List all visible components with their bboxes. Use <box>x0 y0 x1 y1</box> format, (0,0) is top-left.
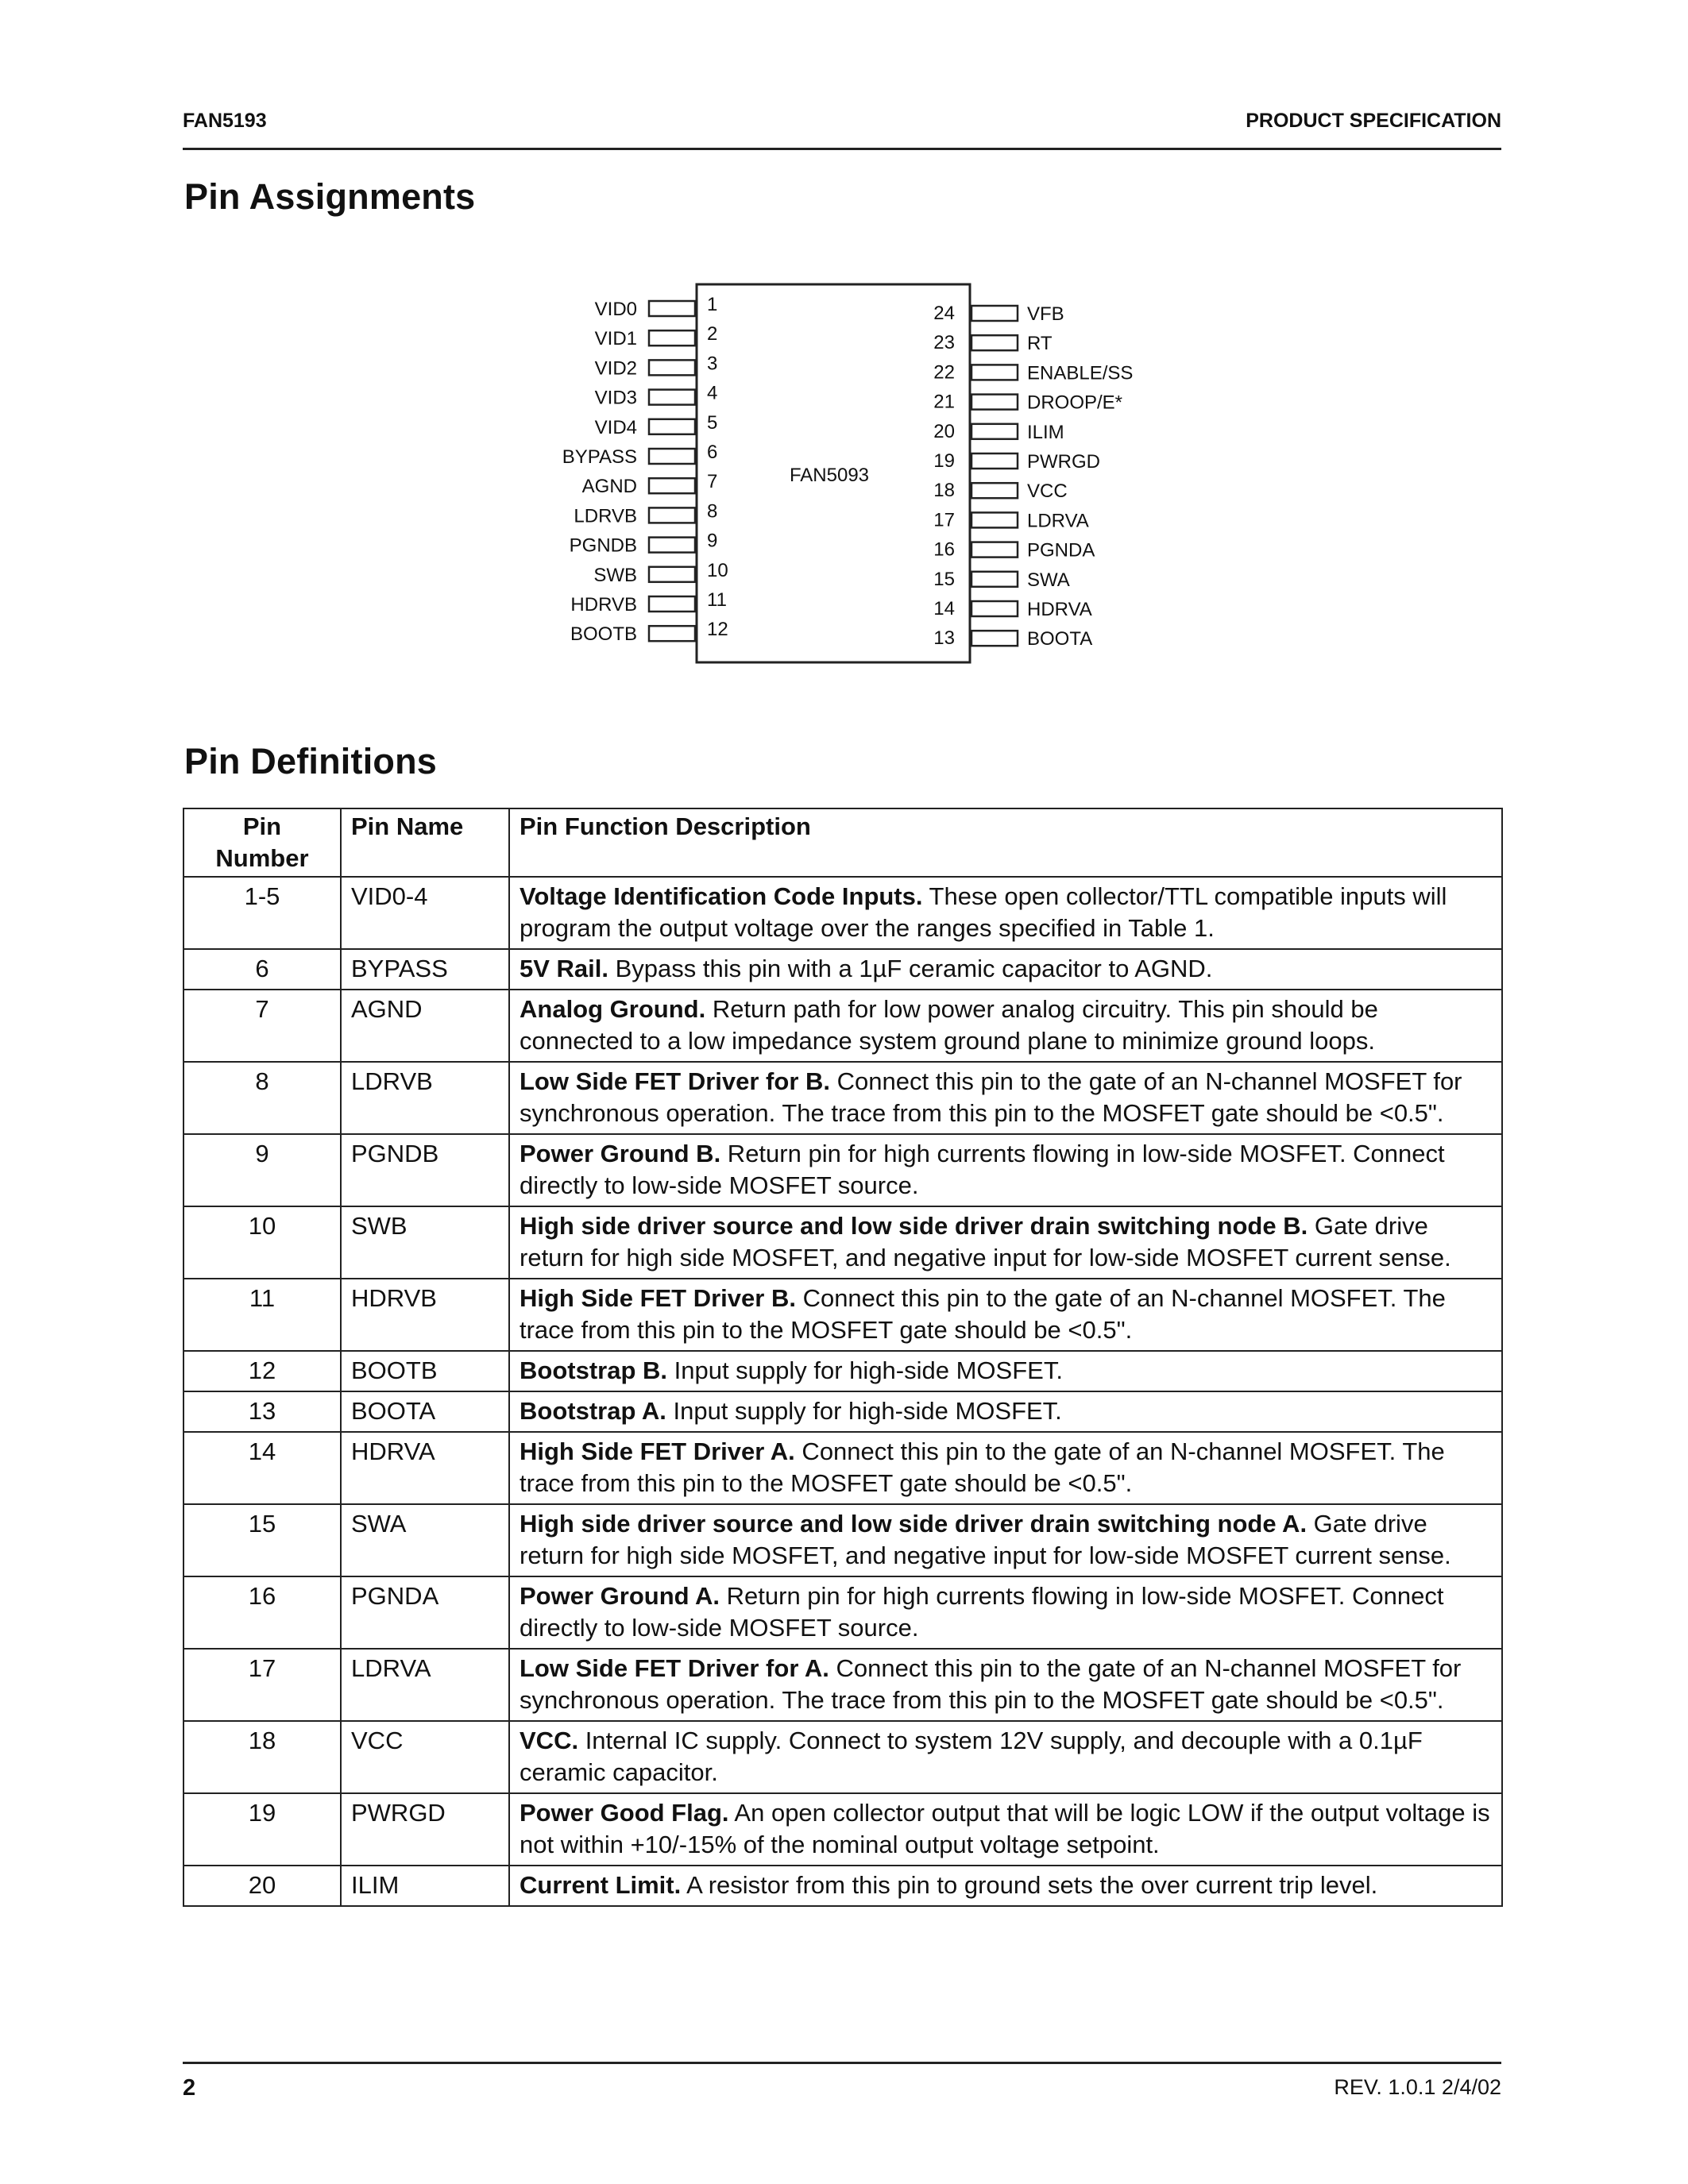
pin-name-cell: SWA <box>341 1504 509 1576</box>
pin-number-label: 8 <box>707 500 718 523</box>
pin-number-label: 24 <box>933 303 955 324</box>
function-title: Power Ground B. <box>520 1140 721 1167</box>
table-row <box>183 949 1502 990</box>
pin-function-cell <box>509 877 1502 949</box>
pin-function-cell <box>509 1279 1502 1351</box>
table-row <box>183 1649 1502 1721</box>
pin-lead <box>649 330 695 345</box>
pin-lead <box>649 360 695 375</box>
right-pin-group <box>933 303 1133 650</box>
pin-function-cell <box>509 1351 1502 1391</box>
pin-name-label: VID1 <box>594 328 637 350</box>
table-row <box>183 1576 1502 1649</box>
table-row <box>183 1391 1502 1432</box>
pin-name-label: HDRVB <box>570 594 637 615</box>
function-title: High side driver source and low side driver drain switching node B. <box>520 1212 1308 1240</box>
function-text: Gate drive return for high side MOSFET, and negative input for low-side MOSFET current sense. <box>520 1510 1451 1569</box>
pin-name-label: HDRVA <box>1027 599 1092 620</box>
pin-number-cell: 1-5 <box>183 877 341 949</box>
pin-number-label: 21 <box>933 391 955 413</box>
page-footer <box>183 2075 1501 2107</box>
pin-lead <box>649 419 695 434</box>
pin-name-cell: LDRVB <box>341 1062 509 1134</box>
pin-number-label: 22 <box>933 361 955 384</box>
pin-function-cell <box>509 1504 1502 1576</box>
section-title-pin-definitions: Pin Definitions <box>184 741 437 781</box>
pin-number-cell: 7 <box>183 990 341 1062</box>
pin-function-cell <box>509 1206 1502 1279</box>
table-row <box>183 1134 1502 1206</box>
pin-number-label: 23 <box>933 332 955 354</box>
table-row <box>183 877 1502 949</box>
pin-number-label: 2 <box>707 323 718 345</box>
function-text: Connect this pin to the gate of an N-channel MOSFET. The trace from this pin to the MOSFET gate should be <0.5". <box>520 1437 1445 1497</box>
function-text: Return pin for high currents flowing in low-side MOSFET. Connect directly to low-side MOSFET source. <box>520 1582 1444 1642</box>
pin-number-cell: 17 <box>183 1649 341 1721</box>
pin-name-label: VID2 <box>594 357 637 380</box>
pin-lead <box>649 449 695 464</box>
pin-function-cell <box>509 1721 1502 1793</box>
pin-number-cell: 9 <box>183 1134 341 1206</box>
function-title: Voltage Identification Code Inputs. <box>520 882 923 910</box>
header-pin-function: Pin Function Description <box>509 808 1502 877</box>
pin-name-cell: SWB <box>341 1206 509 1279</box>
function-text: These open collector/TTL compatible inputs will program the output voltage over the ranges specified in Table 1. <box>520 882 1447 942</box>
pin-lead <box>971 395 1018 410</box>
pin-lead <box>971 365 1018 380</box>
pin-lead <box>971 631 1018 646</box>
pin-number-cell: 13 <box>183 1391 341 1432</box>
pin-lead <box>649 567 695 582</box>
document-type: PRODUCT SPECIFICATION <box>1246 110 1501 132</box>
pin-number-label: 9 <box>707 530 718 552</box>
table-row <box>183 1279 1502 1351</box>
function-title: 5V Rail. <box>520 955 608 982</box>
pin-name-label: RT <box>1027 333 1053 355</box>
pin-name-label: BOOTB <box>570 623 637 646</box>
table-row <box>183 1866 1502 1906</box>
pin-name-cell: BYPASS <box>341 949 509 990</box>
pin-name-cell: PGNDA <box>341 1576 509 1649</box>
pin-number-cell: 18 <box>183 1721 341 1793</box>
function-text: A resistor from this pin to ground sets the over current trip level. <box>681 1871 1378 1899</box>
pin-name-cell: BOOTA <box>341 1391 509 1432</box>
function-title: Low Side FET Driver for B. <box>520 1067 830 1095</box>
pin-name-label: VID0 <box>594 299 637 320</box>
function-title: High side driver source and low side driver drain switching node A. <box>520 1510 1308 1538</box>
function-text: Internal IC supply. Connect to system 12V supply, and decouple with a 0.1µF ceramic capacitor. <box>520 1727 1423 1786</box>
pin-number-cell: 15 <box>183 1504 341 1576</box>
pin-name-label: DROOP/E* <box>1027 392 1123 414</box>
pin-lead <box>971 424 1018 439</box>
function-title: Bootstrap A. <box>520 1397 666 1425</box>
table-row <box>183 1432 1502 1504</box>
pin-lead <box>971 453 1018 469</box>
pin-name-label: PGNDB <box>569 534 637 557</box>
table-header-row <box>183 808 1502 877</box>
pin-function-cell <box>509 1432 1502 1504</box>
pin-number-label: 3 <box>707 353 718 375</box>
header-pin-name: Pin Name <box>341 808 509 877</box>
chip-label: FAN5093 <box>789 465 870 486</box>
function-text: Connect this pin to the gate of an N-channel MOSFET for synchronous operation. The trace from this pin to the MOSFET gate should be <0.5". <box>520 1067 1462 1127</box>
pin-number-cell: 12 <box>183 1351 341 1391</box>
pin-function-cell <box>509 1866 1502 1906</box>
pin-number-label: 6 <box>707 442 718 463</box>
pin-name-label: PGNDA <box>1027 539 1095 561</box>
pin-number-cell: 20 <box>183 1866 341 1906</box>
table-row <box>183 990 1502 1062</box>
pin-number-cell: 19 <box>183 1793 341 1866</box>
function-text: Connect this pin to the gate of an N-channel MOSFET for synchronous operation. The trace from this pin to the MOSFET gate should be <0.5". <box>520 1654 1462 1714</box>
function-title: VCC. <box>520 1727 579 1754</box>
pin-name-label: VID4 <box>594 416 637 438</box>
pin-lead <box>971 572 1018 587</box>
pin-number-cell: 10 <box>183 1206 341 1279</box>
pin-lead <box>971 335 1018 350</box>
pin-function-cell <box>509 1576 1502 1649</box>
function-text: Gate drive return for high side MOSFET, and negative input for low-side MOSFET current sense. <box>520 1212 1451 1271</box>
pin-name-cell: ILIM <box>341 1866 509 1906</box>
pin-number-label: 5 <box>707 411 718 434</box>
pin-number-cell: 11 <box>183 1279 341 1351</box>
pin-name-cell: LDRVA <box>341 1649 509 1721</box>
pin-number-label: 12 <box>707 619 728 641</box>
table-row <box>183 1793 1502 1866</box>
function-title: Analog Ground. <box>520 995 706 1023</box>
footer-rule <box>183 2062 1501 2064</box>
pin-name-cell: PGNDB <box>341 1134 509 1206</box>
pin-number-label: 10 <box>707 559 728 581</box>
function-text: Return path for low power analog circuitry. This pin should be connected to a low impedance system ground plane to minimize ground loops. <box>520 995 1378 1055</box>
pin-function-cell <box>509 1649 1502 1721</box>
function-text: An open collector output that will be logic LOW if the output voltage is not within +10/-15% of the nominal output voltage setpoint. <box>520 1799 1490 1858</box>
pin-name-cell: BOOTB <box>341 1351 509 1391</box>
pin-name-label: SWA <box>1027 569 1070 591</box>
pin-name-label: PWRGD <box>1027 451 1100 473</box>
function-title: High Side FET Driver A. <box>520 1437 795 1465</box>
pin-lead <box>971 542 1018 558</box>
function-title: High Side FET Driver B. <box>520 1284 796 1312</box>
document-part-number: FAN5193 <box>183 110 267 132</box>
pin-lead <box>649 301 695 316</box>
pin-number-label: 7 <box>707 471 718 493</box>
pin-name-label: VID3 <box>594 387 637 409</box>
header-pin-number: Pin Number <box>183 808 341 877</box>
pin-function-cell <box>509 1391 1502 1432</box>
table-row <box>183 1206 1502 1279</box>
pin-number-label: 13 <box>933 627 955 650</box>
function-text: Bypass this pin with a 1µF ceramic capacitor to AGND. <box>608 955 1213 982</box>
pin-number-label: 19 <box>933 450 955 472</box>
function-title: Low Side FET Driver for A. <box>520 1654 829 1682</box>
pin-function-cell <box>509 990 1502 1062</box>
pin-lead <box>649 507 695 523</box>
pin-number-label: 4 <box>707 382 718 404</box>
pin-lead <box>649 626 695 641</box>
pin-name-label: AGND <box>581 476 637 498</box>
pin-number-label: 14 <box>933 598 955 619</box>
function-text: Connect this pin to the gate of an N-channel MOSFET. The trace from this pin to the MOSFET gate should be <0.5". <box>520 1284 1446 1344</box>
pin-lead <box>971 483 1018 498</box>
pin-name-label: VFB <box>1027 303 1064 325</box>
pin-name-label: ENABLE/SS <box>1027 362 1134 384</box>
pin-number-cell: 16 <box>183 1576 341 1649</box>
pin-number-cell: 6 <box>183 949 341 990</box>
function-title: Current Limit. <box>520 1871 682 1899</box>
pin-function-cell <box>509 1793 1502 1866</box>
pin-number-label: 11 <box>707 589 727 611</box>
pin-name-cell: VID0-4 <box>341 877 509 949</box>
pin-name-cell: AGND <box>341 990 509 1062</box>
pin-name-label: LDRVB <box>574 505 637 527</box>
pin-function-cell <box>509 1062 1502 1134</box>
pin-number-cell: 8 <box>183 1062 341 1134</box>
pin-number-label: 1 <box>707 294 718 315</box>
pin-number-label: 17 <box>933 509 955 531</box>
pin-number-label: 18 <box>933 480 955 502</box>
pin-name-cell: VCC <box>341 1721 509 1793</box>
pin-name-label: BOOTA <box>1027 628 1093 650</box>
pinout-diagram <box>0 0 1688 699</box>
section-title-pin-assignments: Pin Assignments <box>184 176 476 217</box>
pin-definitions-table <box>183 808 1503 1907</box>
pin-name-label: VCC <box>1027 480 1068 503</box>
pin-name-label: SWB <box>593 564 637 586</box>
table-row <box>183 1721 1502 1793</box>
revision-label: REV. 1.0.1 2/4/02 <box>1334 2075 1501 2099</box>
pin-name-label: LDRVA <box>1027 510 1089 532</box>
pin-lead <box>649 478 695 493</box>
pin-number-label: 20 <box>933 420 955 442</box>
table-row <box>183 1062 1502 1134</box>
pin-name-cell: PWRGD <box>341 1793 509 1866</box>
pin-number-cell: 14 <box>183 1432 341 1504</box>
function-text: Return pin for high currents flowing in low-side MOSFET. Connect directly to low-side MOSFET source. <box>520 1140 1445 1199</box>
pin-lead <box>971 601 1018 616</box>
pin-function-cell <box>509 1134 1502 1206</box>
pin-name-label: ILIM <box>1027 421 1064 443</box>
pin-name-cell: HDRVB <box>341 1279 509 1351</box>
function-title: Power Good Flag. <box>520 1799 729 1827</box>
function-title: Bootstrap B. <box>520 1356 667 1384</box>
table-row <box>183 1351 1502 1391</box>
left-pin-group <box>562 294 728 645</box>
table-row <box>183 1504 1502 1576</box>
function-text: Input supply for high-side MOSFET. <box>666 1397 1062 1425</box>
pin-lead <box>649 538 695 553</box>
pin-lead <box>971 512 1018 527</box>
pin-number-label: 15 <box>933 568 955 590</box>
pin-name-cell: HDRVA <box>341 1432 509 1504</box>
pin-lead <box>649 390 695 405</box>
pin-function-cell <box>509 949 1502 990</box>
pin-lead <box>971 306 1018 321</box>
page-number: 2 <box>183 2075 196 2101</box>
function-title: Power Ground A. <box>520 1582 720 1610</box>
pin-name-label: BYPASS <box>562 446 637 468</box>
pin-number-label: 16 <box>933 538 955 561</box>
function-text: Input supply for high-side MOSFET. <box>667 1356 1063 1384</box>
pin-lead <box>649 596 695 612</box>
